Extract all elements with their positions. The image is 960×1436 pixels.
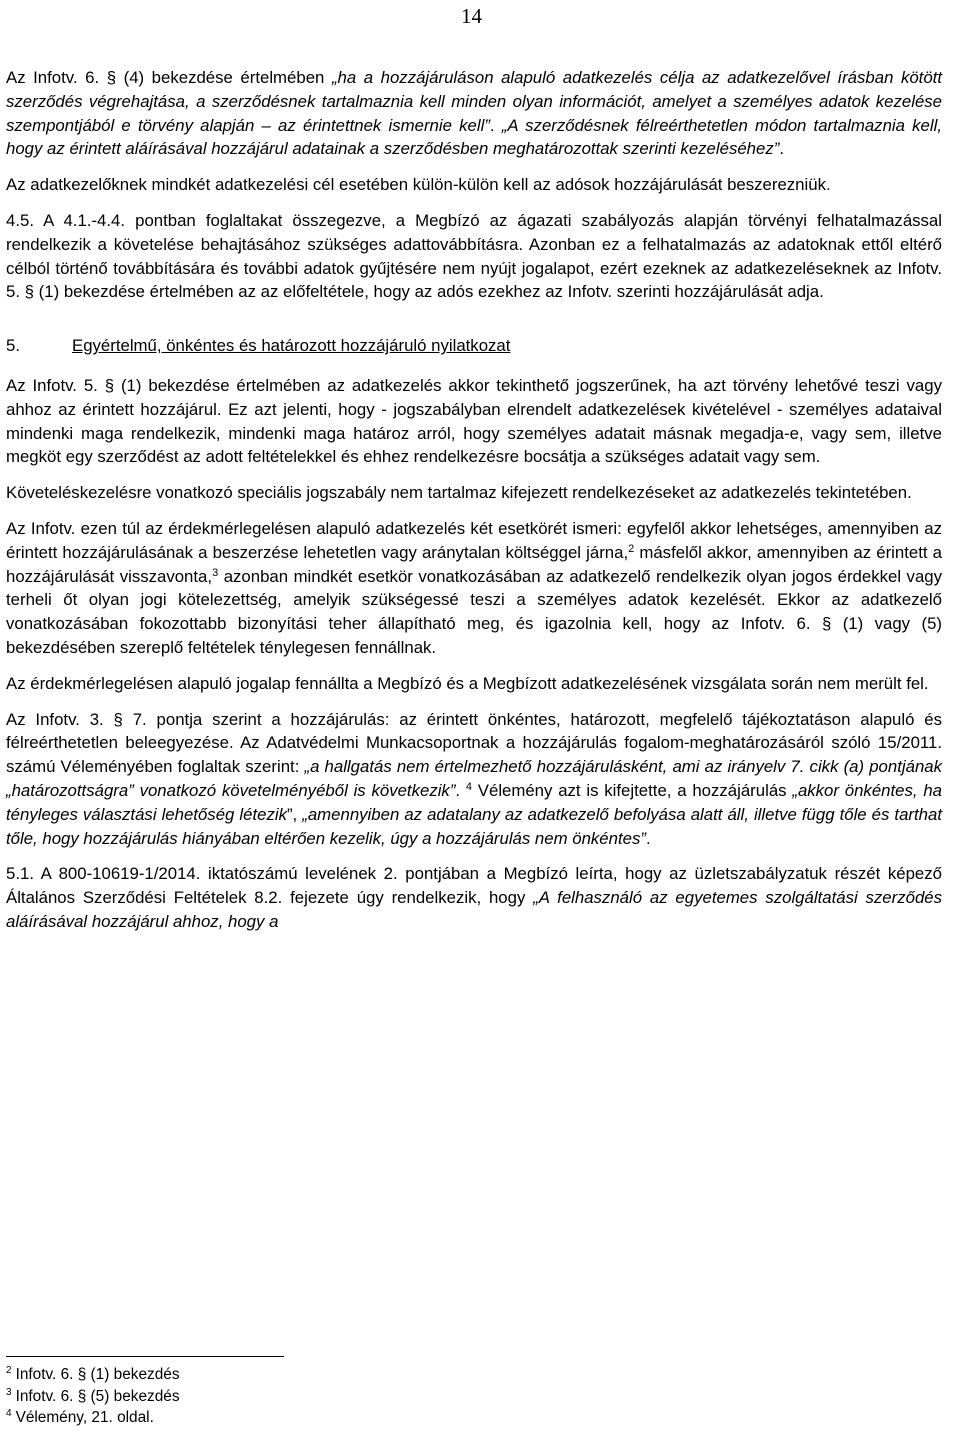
section-heading (6, 334, 942, 358)
footnote-text: Infotv. 6. § (5) bekezdés (15, 1387, 180, 1405)
footnote-mark: 3 (6, 1386, 12, 1398)
paragraph-7 (6, 672, 942, 696)
footnote-reference: 3 (212, 566, 219, 579)
footnote-reference: 2 (628, 542, 635, 555)
text-run: . (645, 828, 651, 848)
paragraph-4 (6, 374, 942, 469)
text-run: másfelől akkor, amennyiben az érintett a hozzájárulását visszavonta, (6, 542, 942, 586)
text-run: ”, (286, 804, 303, 824)
paragraph-8 (6, 708, 942, 851)
text-run: . (489, 115, 502, 135)
footnote-reference: 4 (465, 780, 472, 793)
footnote-text: Vélemény, 21. oldal. (15, 1409, 154, 1427)
italic-quote: „a hallgatás nem értelmezhető hozzájárulásként, ami az irányelv 7. cikk (a) pontjának „határozottságra” vonatkozó követelményéből is következik” (6, 757, 942, 800)
text-run: . (455, 780, 466, 800)
section-title: Egyértelmű, önkéntes és határozott hozzájáruló nyilatkozat (72, 336, 511, 356)
italic-quote: „amennyiben az adatalany az adatkezelő befolyása alatt áll, illetve függ tőle és tarthat tőle, hogy hozzájárulás hiányában eltérően kezelik, úgy a hozzájárulás nem önkéntes” (6, 804, 942, 848)
text-run: Az érdekmérlegelésen alapuló jogalap fennállta a Megbízó és a Megbízott adatkezelésének vizsgálata során nem merült fel. (6, 673, 929, 693)
text-run: Az Infotv. 3. § 7. pontja szerint a hozzájárulás: az érintett önkéntes, határozott, megfelelő tájékoztatáson alapuló és félreérthetetlen beleegyezése. Az Adatvédelmi Munkacsoportnak a hozzájárulás fogalom-meghatározásáról szóló 15/2011. számú Véleményében foglaltak szerint: (6, 709, 942, 777)
italic-quote: „ha a hozzájáruláson alapuló adatkezelés célja az adatkezelővel írásban kötött szerződés végrehajtása, a szerződésnek tartalmaznia kell minden olyan információt, amelyet a személyes adatok kezelése szempontjából e törvény alapján – az érintettnek ismernie kell” (6, 68, 942, 135)
paragraph-5 (6, 481, 942, 505)
paragraph-9 (6, 862, 942, 933)
footnote (6, 1364, 180, 1386)
paragraph-3 (6, 209, 942, 304)
text-run: 5.1. A 800-10619-1/2014. iktatószámú levelének 2. pontjában a Megbízó leírta, hogy az üzletszabályzatuk részét képező Általános Szerződési Feltételek 8.2. fejezete úgy rendelkezik, hogy (6, 864, 942, 908)
footnote-separator (6, 1356, 284, 1357)
text-run: . (779, 139, 784, 159)
text-run: Az adatkezelőknek mindkét adatkezelési cél esetében külön-külön kell az adósok hozzájárulását beszerezniük. (6, 175, 831, 195)
text-run: 4.5. A 4.1.-4.4. pontban foglaltakat összegezve, a Megbízó az ágazati szabályozás alapján törvényi felhatalmazással rendelkezik a követelése behajtásához szükséges adattovábbításra. Azonban ez a felhatalmazás az adatoknak ettől eltérő célból történő továbbítására és további adatok gyűjtésére nem nyújt jogalapot, ezért ezeknek az adatkezeléseknek az Infotv. 5. § (1) bekezdése értelmében az az előfeltétele, hogy az adós ezekhez az Infotv. szerinti hozzájárulását adja. (6, 210, 942, 302)
paragraph-1 (6, 66, 942, 161)
footnote (6, 1407, 180, 1429)
footnotes (6, 1364, 180, 1429)
paragraph-6 (6, 517, 942, 660)
text-run: Az Infotv. 5. § (1) bekezdése értelmében az adatkezelés akkor tekinthető jogszerűnek, ha azt törvény lehetővé teszi vagy ahhoz az érintett hozzájárul. Ez azt jelenti, hogy - jogszabályban elrendelt adatkezelések kivételével - személyes adataival mindenki maga rendelkezik, mindenki maga határoz arról, hogy személyes adatait másnak megadja-e, vagy sem, illetve megköt egy szerződést az adott feltételekkel és ehhez rendelkezésre bocsátja a szükséges adatait vagy sem. (6, 375, 942, 467)
footnote-text: Infotv. 6. § (1) bekezdés (15, 1366, 180, 1383)
text-run: azonban mindkét esetkör vonatkozásában az adatkezelő rendelkezik olyan jogos érdekkel vagy terheli őt olyan jogi kötelezettség, amelyik szükségessé teszi a személyes adatok kezelését. Ekkor az adatkezelő vonatkozásában fokozottabb bizonyítási teher állapítható meg, és igazolnia kell, hogy az Infotv. 6. § (1) vagy (5) bekezdésében szereplő feltételek ténylegesen fennállnak. (6, 566, 942, 657)
text-run: Az Infotv. ezen túl az érdekmérlegelésen alapuló adatkezelés két esetkörét ismeri: egyfelől akkor lehetséges, amennyiben az érintett hozzájárulásának a beszerzése lehetetlen vagy aránytalan költséggel járna, (6, 518, 942, 562)
italic-quote: „A felhasználó az egyetemes szolgáltatási szerződés aláírásával hozzájárul ahhoz, hogy a (6, 888, 942, 931)
italic-quote: „A szerződésnek félreérthetetlen módon tartalmaznia kell, hogy az érintett aláírásával hozzájárul adatainak a szerződésben meghatározottak szerinti kezeléséhez” (6, 115, 943, 159)
footnote-mark: 4 (6, 1408, 12, 1420)
text-run: Követeléskezelésre vonatkozó speciális jogszabály nem tartalmaz kifejezett rendelkezéseket az adatkezelés tekintetében. (6, 483, 912, 503)
footnote (6, 1386, 180, 1408)
document-body (6, 66, 942, 946)
section-number: 5. (6, 336, 20, 356)
paragraph-2 (6, 173, 942, 197)
text-run: Az Infotv. 6. § (4) bekezdése értelmében (6, 68, 332, 87)
text-run: Vélemény azt is kifejtette, a hozzájárulás (472, 780, 793, 800)
italic-quote: „akkor önkéntes, ha tényleges választási lehetőség létezik (6, 780, 942, 824)
page-number: 14 (461, 4, 482, 28)
footnote-mark: 2 (6, 1365, 12, 1376)
